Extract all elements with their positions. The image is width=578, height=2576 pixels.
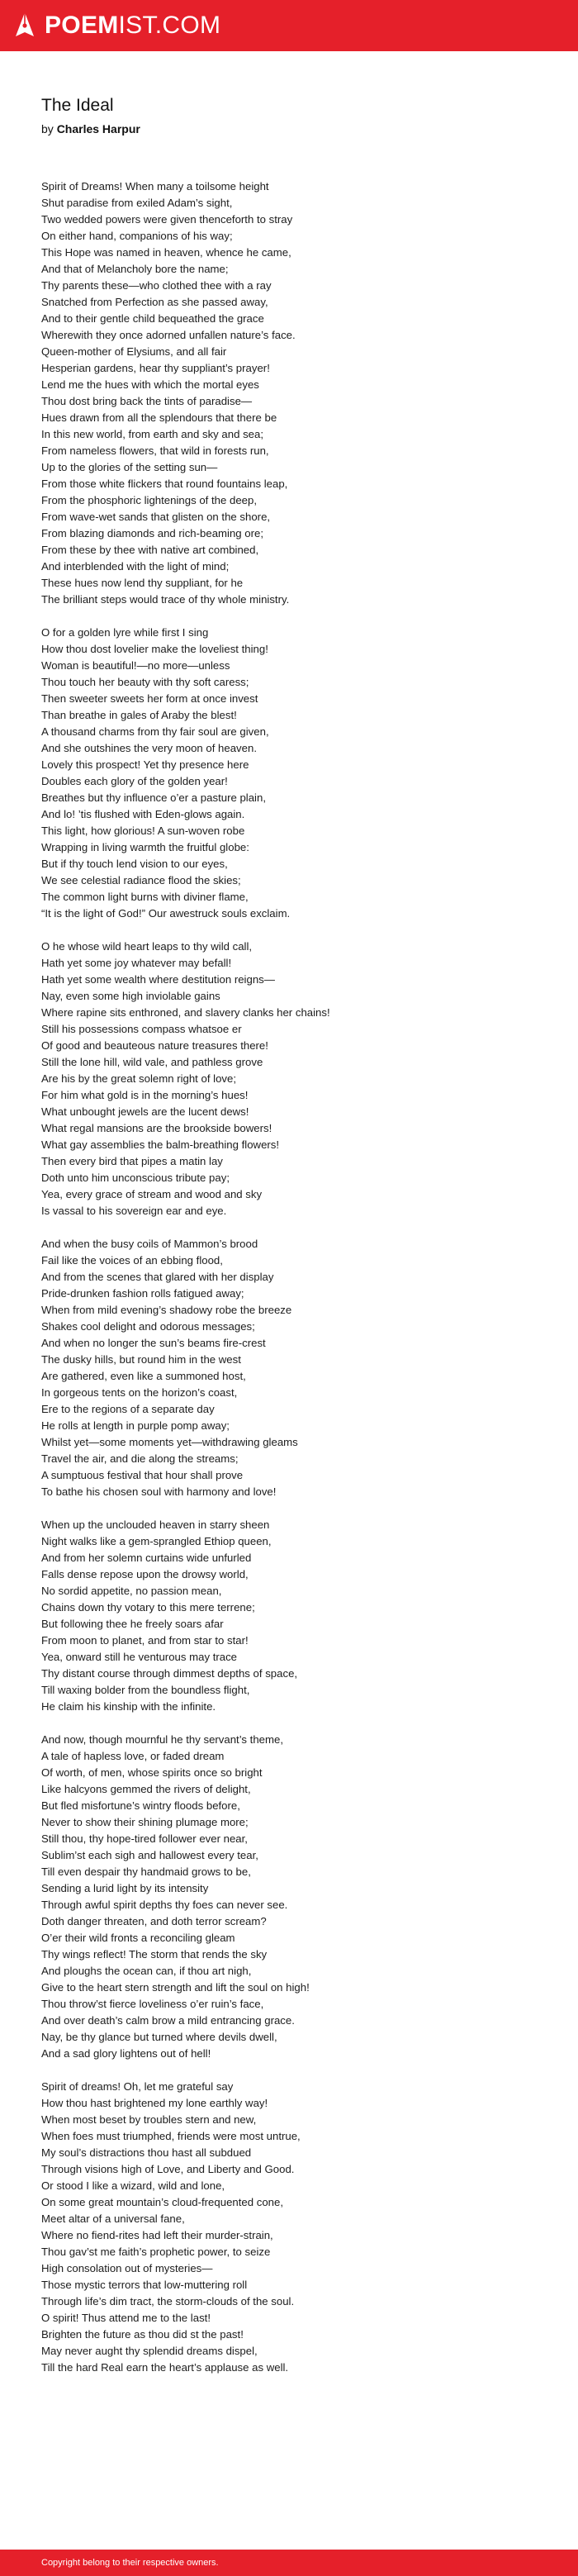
poem-line: Brighten the future as thou did st the past! — [41, 2328, 244, 2341]
poem-line: Sending a lurid light by its intensity — [41, 1882, 209, 1894]
poem-line: Spirit of dreams! Oh, let me grateful say — [41, 2080, 234, 2093]
poem-line: Through awful spirit depths thy foes can never see. — [41, 1899, 288, 1911]
poem-line: From these by thee with native art combined, — [41, 544, 259, 556]
poem-line: Then sweeter sweets her form at once invest — [41, 692, 258, 705]
poem-line: Travel the air, and die along the streams; — [41, 1452, 239, 1465]
poem-line: Are his by the great solemn right of love; — [41, 1072, 237, 1085]
poem-line: Doth unto him unconscious tribute pay; — [41, 1172, 230, 1184]
poem-title: The Ideal — [41, 96, 114, 115]
poem-line: Of good and beauteous nature treasures there! — [41, 1039, 268, 1052]
poem-line: From wave-wet sands that glisten on the shore, — [41, 511, 271, 523]
poem-line: Nay, even some high inviolable gains — [41, 990, 220, 1002]
poem-stanza — [41, 939, 553, 1219]
poem-line: When foes must triumphed, friends were most untrue, — [41, 2130, 301, 2142]
poem-line: Thou throw’st fierce loveliness o’er ruin’s face, — [41, 1998, 264, 2010]
poem-line: Wherewith they once adorned unfallen nature’s face. — [41, 329, 296, 341]
poem-line: Yea, onward still he venturous may trace — [41, 1651, 238, 1663]
poem-stanza — [41, 1732, 553, 2062]
poem-line: Thou dost bring back the tints of paradise— — [41, 395, 253, 407]
poem-line: Lovely this prospect! Yet thy presence here — [41, 758, 249, 771]
poem-line: On some great mountain’s cloud-frequented cone, — [41, 2196, 283, 2208]
poem-line: The common light burns with diviner flame, — [41, 891, 249, 903]
poem-line: Thou touch her beauty with thy soft caress; — [41, 676, 249, 688]
poem-line: Meet altar of a universal fane, — [41, 2212, 185, 2225]
brand-wordmark — [45, 10, 220, 41]
poem-line: Than breathe in gales of Araby the blest! — [41, 709, 237, 721]
poem-line: To bathe his chosen soul with harmony and love! — [41, 1485, 277, 1498]
poem-byline — [41, 121, 140, 136]
poem-line: How thou dost lovelier make the loveliest thing! — [41, 643, 268, 655]
poem-line: In this new world, from earth and sky and sea; — [41, 428, 264, 440]
poem-line: Ere to the regions of a separate day — [41, 1403, 215, 1415]
poem-line: Till the hard Real earn the heart’s applause as well. — [41, 2361, 289, 2374]
poem-line: The brilliant steps would trace of thy whole ministry. — [41, 593, 290, 606]
poem-line: But following thee he freely soars afar — [41, 1618, 224, 1630]
poem-line: For him what gold is in the morning’s hues! — [41, 1089, 249, 1101]
poem-line: Up to the glories of the setting sun— — [41, 461, 218, 473]
poem-line: Like halcyons gemmed the rivers of delight, — [41, 1783, 251, 1795]
poem-line: When most beset by troubles stern and new, — [41, 2113, 257, 2126]
poem-line: May never aught thy splendid dreams dispel, — [41, 2345, 258, 2357]
poem-stanza — [41, 2079, 553, 2376]
pen-nib-icon — [15, 12, 35, 40]
poem-line: Night walks like a gem-sprangled Ethiop queen, — [41, 1535, 272, 1547]
poem-line: And when no longer the sun’s beams fire-crest — [41, 1337, 266, 1349]
poem-line: And a sad glory lightens out of hell! — [41, 2047, 211, 2060]
poem-line: From those white flickers that round fountains leap, — [41, 478, 288, 490]
poem-line: Spirit of Dreams! When many a toilsome height — [41, 180, 269, 192]
poem-line: Give to the heart stern strength and lift the soul on high! — [41, 1981, 310, 1994]
poem-line: He rolls at length in purple pomp away; — [41, 1419, 230, 1432]
poem-line: Whilst yet—some moments yet—withdrawing gleams — [41, 1436, 298, 1448]
poem-line: Hath yet some joy whatever may befall! — [41, 957, 232, 969]
poem-line: Two wedded powers were given thenceforth to stray — [41, 213, 293, 226]
poem-line: From blazing diamonds and rich-beaming ore; — [41, 527, 264, 539]
poem-line: Wrapping in living warmth the fruitful globe: — [41, 841, 249, 853]
poem-line: Still thou, thy hope-tired follower ever near, — [41, 1832, 248, 1845]
poem-line: Snatched from Perfection as she passed away, — [41, 296, 268, 308]
poem-stanza — [41, 625, 553, 922]
poem-line: Hath yet some wealth where destitution reigns— — [41, 973, 275, 986]
poem-line: What gay assemblies the balm-breathing flowers! — [41, 1138, 280, 1151]
poem-line: And when the busy coils of Mammon’s brood — [41, 1238, 258, 1250]
poem-line: O spirit! Thus attend me to the last! — [41, 2312, 211, 2324]
poem-line: What unbought jewels are the lucent dews! — [41, 1105, 249, 1118]
brand-light-text: IST.COM — [118, 12, 221, 39]
site-header — [0, 0, 578, 51]
poem-line: He claim his kinship with the infinite. — [41, 1700, 216, 1713]
poem-line: Shut paradise from exiled Adam’s sight, — [41, 197, 233, 209]
poem-line: Falls dense repose upon the drowsy world, — [41, 1568, 249, 1580]
site-footer — [0, 2550, 578, 2576]
author-link[interactable]: Charles Harpur — [56, 122, 140, 135]
poem-line: Thou gav’st me faith’s prophetic power, to seize — [41, 2246, 271, 2258]
poem-line: And from the scenes that glared with her display — [41, 1271, 274, 1283]
poem-line: Breathes but thy influence o’er a pasture plain, — [41, 791, 266, 804]
poemist-logo[interactable] — [15, 10, 220, 41]
poem-line: Till even despair thy handmaid grows to be, — [41, 1865, 251, 1878]
poem-line: And she outshines the very moon of heaven. — [41, 742, 257, 754]
poem-line: My soul’s distractions thou hast all subdued — [41, 2146, 252, 2159]
poem-stanza — [41, 1236, 553, 1500]
poem-line: This light, how glorious! A sun-woven robe — [41, 825, 245, 837]
poem-line: Through life’s dim tract, the storm-clouds of the soul. — [41, 2295, 295, 2307]
poem-line: Where no fiend-rites had left their murder-strain, — [41, 2229, 273, 2241]
poem-line: O for a golden lyre while first I sing — [41, 626, 209, 639]
copyright-text: Copyright belong to their respective owners. — [41, 2558, 219, 2568]
poem-line: In gorgeous tents on the horizon’s coast, — [41, 1386, 238, 1399]
poem-line: Chains down thy votary to this mere terrene; — [41, 1601, 255, 1614]
poem-line: And ploughs the ocean can, if thou art nigh, — [41, 1965, 252, 1977]
poem-line: O he whose wild heart leaps to thy wild call, — [41, 940, 253, 953]
poem-line: From nameless flowers, that wild in forests run, — [41, 444, 269, 457]
poem-line: A sumptuous festival that hour shall prove — [41, 1469, 244, 1481]
poem-line: Lend me the hues with which the mortal eyes — [41, 378, 259, 391]
poem-line: Or stood I like a wizard, wild and lone, — [41, 2179, 225, 2192]
poem-line: This Hope was named in heaven, whence he came, — [41, 246, 291, 259]
poem-line: Till waxing bolder from the boundless flight, — [41, 1684, 250, 1696]
poem-line: When from mild evening’s shadowy robe the breeze — [41, 1304, 292, 1316]
poem-line: Through visions high of Love, and Liberty and Good. — [41, 2163, 295, 2175]
poem-line: Shakes cool delight and odorous messages; — [41, 1320, 255, 1333]
poem-line: Those mystic terrors that low-muttering roll — [41, 2279, 248, 2291]
poem-line: Still the lone hill, wild vale, and pathless grove — [41, 1056, 263, 1068]
poem-line: Still his possessions compass whatsoe er — [41, 1023, 242, 1035]
poem-line: Doth danger threaten, and doth terror scream? — [41, 1915, 267, 1927]
poem-line: Thy distant course through dimmest depths of space, — [41, 1667, 298, 1680]
poem-line: Pride-drunken fashion rolls fatigued away; — [41, 1287, 244, 1300]
poem-line: Queen-mother of Elysiums, and all fair — [41, 345, 227, 358]
poem-line: And from her solemn curtains wide unfurled — [41, 1552, 252, 1564]
poem-line: On either hand, companions of his way; — [41, 230, 233, 242]
poem-line: Doubles each glory of the golden year! — [41, 775, 228, 787]
poem-line: Sublim’st each sigh and hallowest every tear, — [41, 1849, 258, 1861]
poem-line: What regal mansions are the brookside bowers! — [41, 1122, 272, 1134]
brand-bold-text: POEM — [45, 12, 119, 39]
byline-prefix: by — [41, 122, 54, 135]
poem-line: And that of Melancholy bore the name; — [41, 263, 229, 275]
poem-line: Of worth, of men, whose spirits once so bright — [41, 1766, 263, 1779]
poem-line: Nay, be thy glance but turned where devils dwell, — [41, 2031, 277, 2043]
poem-line: O’er their wild fronts a reconciling gleam — [41, 1932, 235, 1944]
poem-line: And now, though mournful he thy servant’s theme, — [41, 1733, 283, 1746]
poem-line: Then every bird that pipes a matin lay — [41, 1155, 223, 1167]
poem-line: And lo! ’tis flushed with Eden-glows again. — [41, 808, 245, 820]
poem-line: And interblended with the light of mind; — [41, 560, 230, 573]
poem-line: But fled misfortune’s wintry floods before, — [41, 1799, 240, 1812]
poem-line: These hues now lend thy suppliant, for he — [41, 577, 244, 589]
poem-line: How thou hast brightened my lone earthly way! — [41, 2097, 268, 2109]
poem-line: When up the unclouded heaven in starry sheen — [41, 1519, 270, 1531]
poem-line: But if thy touch lend vision to our eyes, — [41, 858, 228, 870]
poem-line: Are gathered, even like a summoned host, — [41, 1370, 246, 1382]
poem-line: Thy parents these—who clothed thee with a ray — [41, 279, 272, 292]
poem-line: Hues drawn from all the splendours that there be — [41, 411, 277, 424]
poem-line: We see celestial radiance flood the skies; — [41, 874, 241, 886]
poem-line: Hesperian gardens, hear thy suppliant’s prayer! — [41, 362, 270, 374]
poem-line: No sordid appetite, no passion mean, — [41, 1585, 222, 1597]
poem-line: Yea, every grace of stream and wood and sky — [41, 1188, 263, 1200]
poem-line: And over death’s calm brow a mild entrancing grace. — [41, 2014, 295, 2027]
poem-line: From the phosphoric lightenings of the deep, — [41, 494, 257, 506]
poem-line: “It is the light of God!” Our awestruck souls exclaim. — [41, 907, 291, 920]
poem-line: Woman is beautiful!—no more—unless — [41, 659, 230, 672]
poem-line: Fail like the voices of an ebbing flood, — [41, 1254, 223, 1267]
poem-line: High consolation out of mysteries— — [41, 2262, 213, 2274]
poem-line: A tale of hapless love, or faded dream — [41, 1750, 225, 1762]
poem-stanza — [41, 1517, 553, 1715]
poem-line: Is vassal to his sovereign ear and eye. — [41, 1205, 227, 1217]
poem-line: Never to show their shining plumage more; — [41, 1816, 249, 1828]
poem-line: And to their gentle child bequeathed the grace — [41, 312, 264, 325]
poem-line: Where rapine sits enthroned, and slavery clanks her chains! — [41, 1006, 330, 1019]
poem-stanza — [41, 178, 553, 608]
poem-line: The dusky hills, but round him in the west — [41, 1353, 241, 1366]
poem-line: From moon to planet, and from star to star! — [41, 1634, 249, 1647]
poem-line: A thousand charms from thy fair soul are given, — [41, 725, 269, 738]
poem-body — [41, 178, 553, 2393]
poem-line: Thy wings reflect! The storm that rends the sky — [41, 1948, 268, 1961]
